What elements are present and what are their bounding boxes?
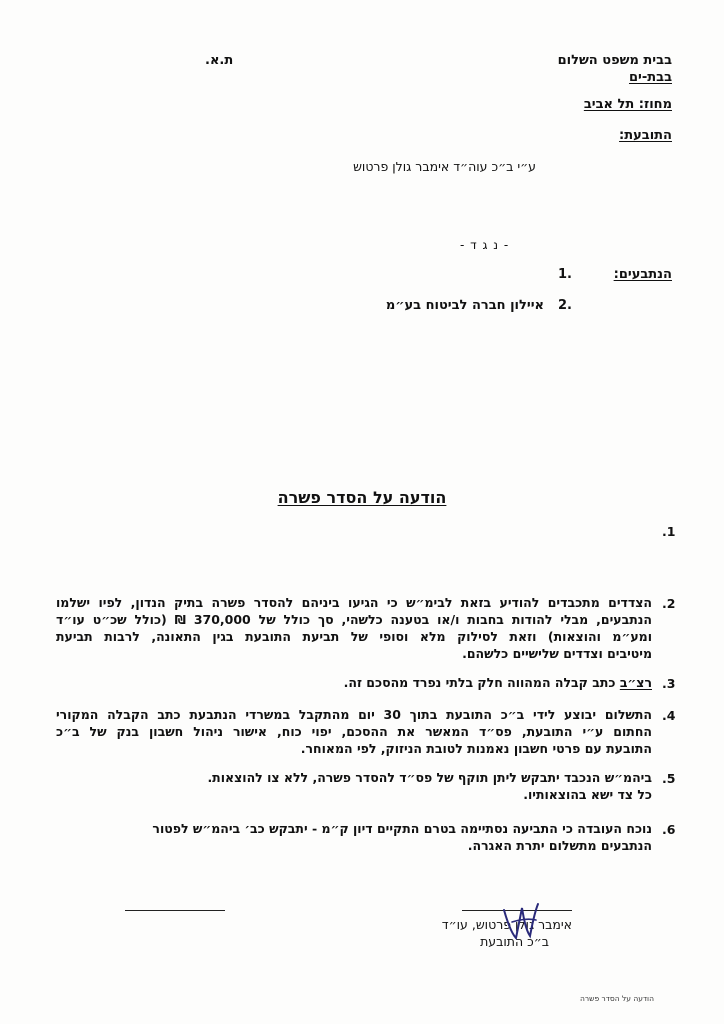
defendant-2-number: 2.	[558, 298, 572, 313]
handwritten-signature	[498, 898, 542, 944]
section-1-number: .1	[662, 524, 676, 539]
signatory-name: אימבר גולן פרטוש, עו״ד	[441, 917, 572, 932]
signatory-role: ב״כ התובעת	[480, 934, 549, 949]
section-6-text	[56, 820, 652, 854]
court-city: בבת-ים	[628, 70, 672, 85]
plaintiff-heading: התובעת:	[619, 128, 672, 143]
section-5-line-1: ביהמ״ש הנכבד יתבקש ליתן תוקף של פס״ד להסדר פשרה, ללא צו להוצאות.	[207, 770, 652, 785]
section-2-number: .2	[662, 596, 676, 611]
section-4-line-2: החתום ע״י התובעת, פס״ד המאשר את ההסכם, יפוי כוח, אישור ניהול חשבון בנק של ב״כ	[56, 724, 652, 739]
section-4-line-3: התובעת עם פרטי חשבון נאמנות לטובת הניזוק, לפי המאוחר.	[300, 741, 652, 756]
section-3-attached-label: רצ״ב	[619, 675, 652, 690]
section-6-exempt-word: לפטור	[152, 821, 189, 836]
section-3-text	[56, 674, 652, 691]
section-2-line-1: הצדדים מתכבדים להודיע בזאת לבימ״ש כי הגיעו ביניהם להסדר פשרה בתיק הנדון, לפיו ישלמו	[56, 595, 652, 610]
section-2-line-4: מיטיבים וצדדים שלישיים כלשהם.	[462, 646, 652, 661]
section-3-number: .3	[662, 676, 676, 691]
district: מחוז: תל אביב	[583, 97, 672, 112]
versus-label: - נ ג ד -	[460, 238, 510, 252]
defendants-heading: הנתבעים:	[613, 267, 672, 282]
document-title: הודעה על הסדר פשרה	[277, 488, 447, 507]
section-3-body: כתב קבלה המהווה חלק בלתי נפרד מהסכם זה.	[343, 675, 620, 690]
section-4-line-1: התשלום יבוצע לידי ב״כ התובעת בתוך 30 יום מהתקבל במשרדי הנתבעת כתב הקבלה המקורי	[56, 707, 653, 722]
section-6-line-1: נוכח העובדה כי התביעה נסתיימה בטרם התקיים דיון ק״מ - יתבקש כב׳ ביהמ״ש	[188, 821, 652, 836]
case-number: ת.א.	[205, 53, 234, 68]
defendant-1-number: 1.	[558, 267, 572, 282]
court-name: בבית משפט השלום	[557, 53, 672, 68]
section-2-line-3: ומע״מ והוצאות) וזאת לסילוק מלא וסופי של תביעת התובעת בגין התאונה, לרבות תביעת	[56, 629, 652, 644]
plaintiff-counsel: ע״י ב״כ עוה״ד אימבר גולן פרטוש	[353, 159, 536, 174]
section-5-line-2: כל צד ישא בהוצאותיו.	[523, 787, 652, 802]
section-4-number: .4	[662, 708, 676, 723]
section-2-text	[56, 594, 652, 662]
section-6-line-2: הנתבעים מתשלום יתרת האגרה.	[467, 838, 652, 853]
section-4-text	[56, 706, 652, 757]
section-2-line-2: הנתבעים, מבלי להודות בחבות ו/או בטענה כלשהי, סך כולל של 370,000 ₪ (כולל שכ״ט עו״ד	[56, 612, 652, 627]
section-5-number: .5	[662, 771, 676, 786]
section-5-text	[56, 769, 652, 803]
defendant-signature-line	[125, 910, 225, 911]
footer-note: הודעה על הסדר פשרה	[580, 994, 654, 1003]
section-6-number: .6	[662, 822, 676, 837]
defendant-2-name: איילון חברה לביטוח בע״מ	[385, 298, 544, 313]
